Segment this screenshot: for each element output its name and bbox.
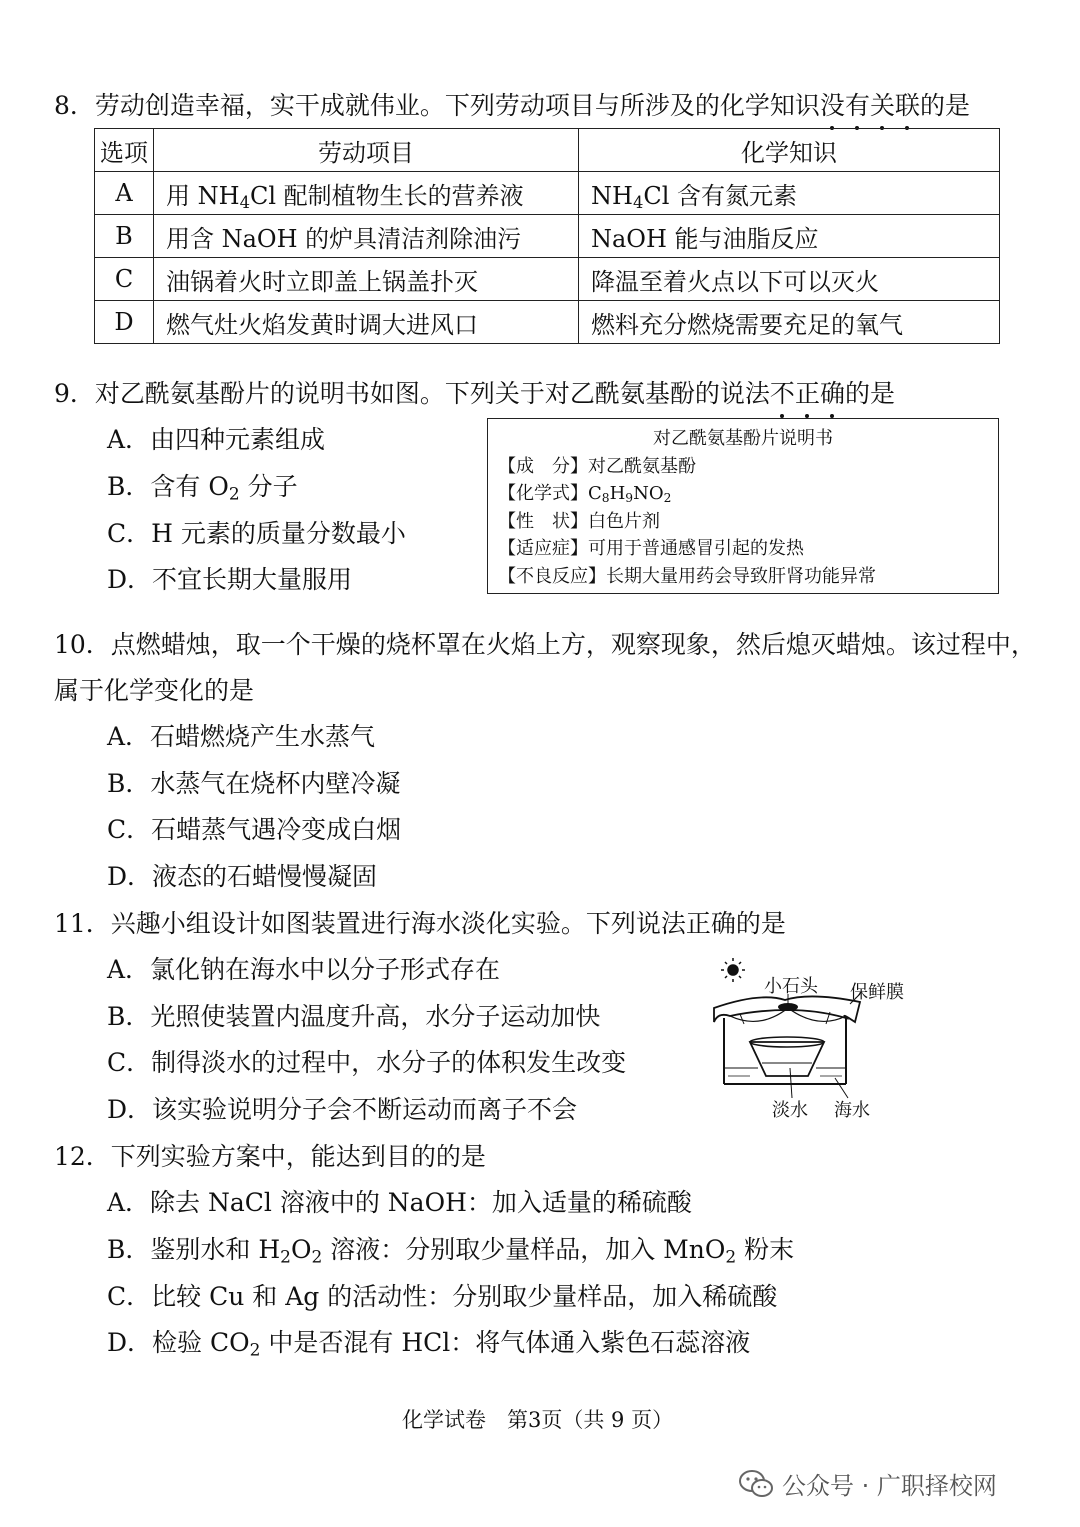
manual-line: 【化学式】$C_8H_9NO_2$ [498,483,672,506]
wechat-icon [738,1469,774,1499]
label-film: 保鲜膜 [850,982,904,1003]
labor-cell: 燃气灶火焰发黄时调大进风口 [154,301,579,344]
q10-stem-line2: 属于化学变化的是 [54,676,255,705]
q9-option-b: B．含有 $O_2$ 分子 [107,472,298,505]
option-cell: C [95,258,154,301]
container [724,1018,846,1084]
q12-option-b: B．鉴别水和 $H_2O_2$ 溶液：分别取少量样品，加入 MnO$_2$ 粉末 [107,1235,795,1268]
table-header: 劳动项目 [154,129,579,172]
labor-cell: 用含 NaOH 的炉具清洁剂除油污 [154,215,579,258]
table-row [95,258,1000,301]
q10-option-c: C．石蜡蒸气遇冷变成白烟 [107,815,402,844]
table-header: 化学知识 [579,129,1000,172]
label-fresh-water: 淡水 [772,1100,808,1121]
desalination-figure [700,950,930,1130]
q11-stem: 11．兴趣小组设计如图装置进行海水淡化实验。下列说法正确的是 [54,909,786,938]
q10-option-a: A．石蜡燃烧产生水蒸气 [107,722,376,751]
manual-line: 【性 状】白色片剂 [498,510,660,532]
table-row [95,215,1000,258]
manual-title: 对乙酰氨基酚片说明书 [653,428,833,449]
table-row [95,301,1000,344]
sun-icon [721,958,745,982]
watermark: 公众号 · 广职择校网 [738,1466,997,1501]
drug-manual-box [487,418,999,594]
q11-option-c: C．制得淡水的过程中，水分子的体积发生改变 [107,1048,627,1077]
manual-line: 【不良反应】长期大量用药会导致肝肾功能异常 [498,565,876,587]
q10-option-d: D．液态的石蜡慢慢凝固 [107,862,378,891]
knowledge-cell: 燃料充分燃烧需要充足的氧气 [579,301,1000,344]
q9-option-c: C．H 元素的质量分数最小 [107,519,406,548]
q11-option-b: B．光照使装置内温度升高，水分子运动加快 [107,1002,601,1031]
q12-option-a: A．除去 NaCl 溶液中的 NaOH：加入适量的稀硫酸 [107,1188,692,1217]
option-cell: A [95,172,154,215]
q10-option-b: B．水蒸气在烧杯内壁冷凝 [107,769,401,798]
knowledge-cell: NaOH 能与油脂反应 [579,215,1000,258]
small-stone [778,1003,798,1011]
table-row [95,172,1000,215]
q12-option-d: D．检验 $CO_2$ 中是否混有 HCl：将气体通入紫色石蕊溶液 [107,1328,751,1361]
q10-stem-line1: 10．点燃蜡烛，取一个干燥的烧杯罩在火焰上方，观察现象，然后熄灭蜡烛。该过程中， [54,630,1036,659]
label-stone: 小石头 [764,976,818,997]
q8-table [94,128,1000,344]
manual-line: 【适应症】可用于普通感冒引起的发热 [498,538,804,559]
page-footer: 化学试卷 第3页（共 9 页） [402,1408,674,1432]
q11-option-d: D．该实验说明分子会不断运动而离子不会 [107,1095,578,1124]
option-cell: D [95,301,154,344]
q12-stem: 12．下列实验方案中，能达到目的的是 [54,1142,486,1171]
labor-cell: 用 $NH_4Cl$ 配制植物生长的营养液 [154,172,579,215]
q9-option-d: D．不宜长期大量服用 [107,565,353,594]
q12-option-c: C．比较 Cu 和 Ag 的活动性：分别取少量样品，加入稀硫酸 [107,1282,778,1311]
q9-option-a: A．由四种元素组成 [107,425,326,454]
labor-cell: 油锅着火时立即盖上锅盖扑灭 [154,258,579,301]
q8-stem: 8．劳动创造幸福，实干成就伟业。下列劳动项目与所涉及的化学知识没有关联的是 [54,86,970,122]
option-cell: B [95,215,154,258]
knowledge-cell: 降温至着火点以下可以灭火 [579,258,1000,301]
table-header: 选项 [95,129,154,172]
table-header-row [95,129,1000,172]
knowledge-cell: $NH_4Cl$ 含有氮元素 [579,172,1000,215]
q11-option-a: A．氯化钠在海水中以分子形式存在 [107,955,501,984]
label-sea-water: 海水 [834,1100,870,1121]
manual-line: 【成 分】对乙酰氨基酚 [498,455,696,477]
q9-stem: 9．对乙酰氨基酚片的说明书如图。下列关于对乙酰氨基酚的说法不正确的是 [54,374,895,410]
